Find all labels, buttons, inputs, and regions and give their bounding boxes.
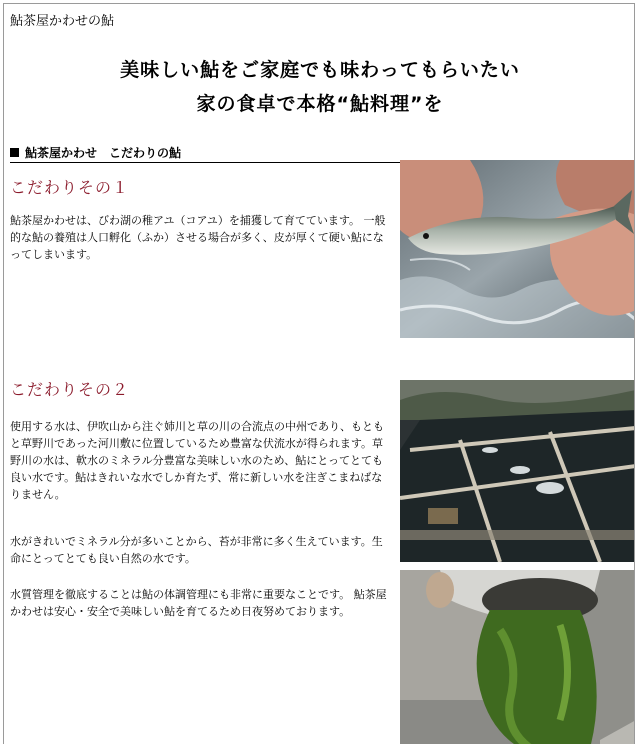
page-frame [3,3,635,744]
section-title-bar [10,146,430,163]
fish-farm-ponds-photo [400,380,635,562]
point-1-heading: こだわりその１ [10,178,130,197]
square-bullet-icon [10,148,19,157]
point-2-text-quality-control: 水質管理を徹底することは鮎の体調管理にも非常に重要なことです。 鮎茶屋かわせは安心・安全で美味しい鮎を育てるため日夜努めております。 [10,588,387,618]
headline-line-2: 家の食卓で本格“鮎料理”を [196,93,444,115]
point-2-heading: こだわりその２ [10,380,130,399]
site-name: 鮎茶屋かわせの鮎 [10,14,115,29]
headline-line-1: 美味しい鮎をご家庭でも味わってもらいたい [120,59,520,81]
point-2-text-moss: 水がきれいでミネラル分が多いことから、苔が非常に多く生えています。生命にとってとても良い自然の水です。 [10,535,383,565]
point-1-text: 鮎茶屋かわせは、びわ湖の稚アユ（コアユ）を捕獲して育てています。 一般的な鮎の養殖は人口孵化（ふか）させる場合が多く、皮が厚くて硬い鮎になってしまいます。 [10,214,386,261]
section-title: 鮎茶屋かわせ こだわりの鮎 [25,146,182,160]
moss-covered-pipe-photo [400,570,635,744]
point-2-text-water-source: 使用する水は、伊吹山から注ぐ姉川と草の川の合流点の中州であり、もともと草野川であった河川敷に位置しているため豊富な伏流水が得られます。草野川の水は、軟水のミネラル分豊富な美味しい水のため、鮎にとってとても良い水です。鮎はきれいな水でしか育たず、常に新しい水を注ぎこまねばなりません。 [10,420,384,501]
ayu-fish-in-hand-photo [400,160,635,338]
